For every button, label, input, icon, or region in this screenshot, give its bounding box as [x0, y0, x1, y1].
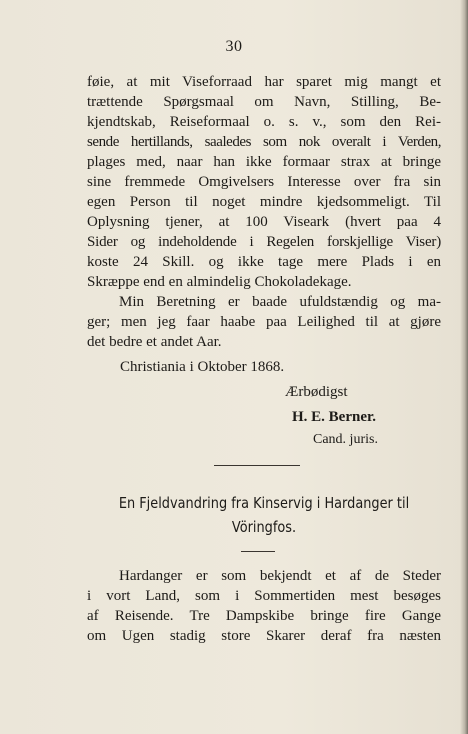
paragraph-line: trættende Spørgsmaal om Navn, Stilling, Be- — [87, 94, 441, 110]
page-number: 30 — [225, 38, 243, 55]
paragraph-line: Min Beretning er baade ufuldstændig og ma- — [119, 294, 441, 310]
paragraph-line: om Ugen stadig store Skarer deraf fra næsten — [87, 628, 441, 644]
author-name: H. E. Berner. — [292, 409, 377, 425]
chapter-heading-text: Vöringfos. — [231, 518, 297, 536]
paragraph-line: sende hertillands, saaledes som nok overalt i Verden, — [87, 134, 441, 150]
paragraph-line: kjendtskab, Reiseformaal o. s. v., som den Rei- — [87, 114, 441, 130]
closing-greeting: Ærbødigst — [285, 384, 348, 400]
chapter-heading-line-two — [112, 516, 416, 538]
paragraph-one — [87, 72, 441, 292]
paragraph-line: af Reisende. Tre Dampskibe bringe fire Gange — [87, 608, 441, 624]
paragraph-line: egen Person til noget mindre kjedsommeligt. Til — [87, 194, 441, 210]
paragraph-line: Sider og indeholdende i Regelen forskjellige Viser) — [87, 234, 441, 250]
paragraph-line: sine fremmede Omgivelsers Interesse over fra sin — [87, 174, 441, 190]
paragraph-two — [87, 292, 441, 352]
paragraph-line: Skræppe end en almindelig Chokoladekage. — [87, 274, 352, 290]
chapter-heading-line-one — [112, 492, 416, 514]
section-divider — [214, 465, 300, 466]
chapter-heading-text: En Fjeldvandring fra Kinservig i Hardanger til — [118, 494, 410, 512]
paragraph-line: Oplysning tjener, at 100 Viseark (hvert paa 4 — [87, 214, 441, 230]
paragraph-line: føie, at mit Viseforraad har sparet mig mangt et — [87, 74, 441, 90]
paragraph-line: det bedre et andet Aar. — [87, 334, 222, 350]
author-title: Cand. juris. — [313, 432, 378, 447]
paragraph-line: ger; men jeg faar haabe paa Leilighed til at gjøre — [87, 314, 441, 330]
paragraph-line: i vort Land, som i Sommertiden mest besøges — [87, 588, 441, 604]
page-spine-shadow — [460, 0, 468, 734]
place-date: Christiania i Oktober 1868. — [120, 359, 285, 375]
heading-divider — [241, 551, 275, 552]
paragraph-three — [87, 566, 441, 646]
paragraph-line: koste 24 Skill. og ikke tage mere Plads i en — [87, 254, 441, 270]
paragraph-line: plages med, naar han ikke formaar strax at bringe — [87, 154, 441, 170]
paragraph-line: Hardanger er som bekjendt et af de Steder — [119, 568, 441, 584]
